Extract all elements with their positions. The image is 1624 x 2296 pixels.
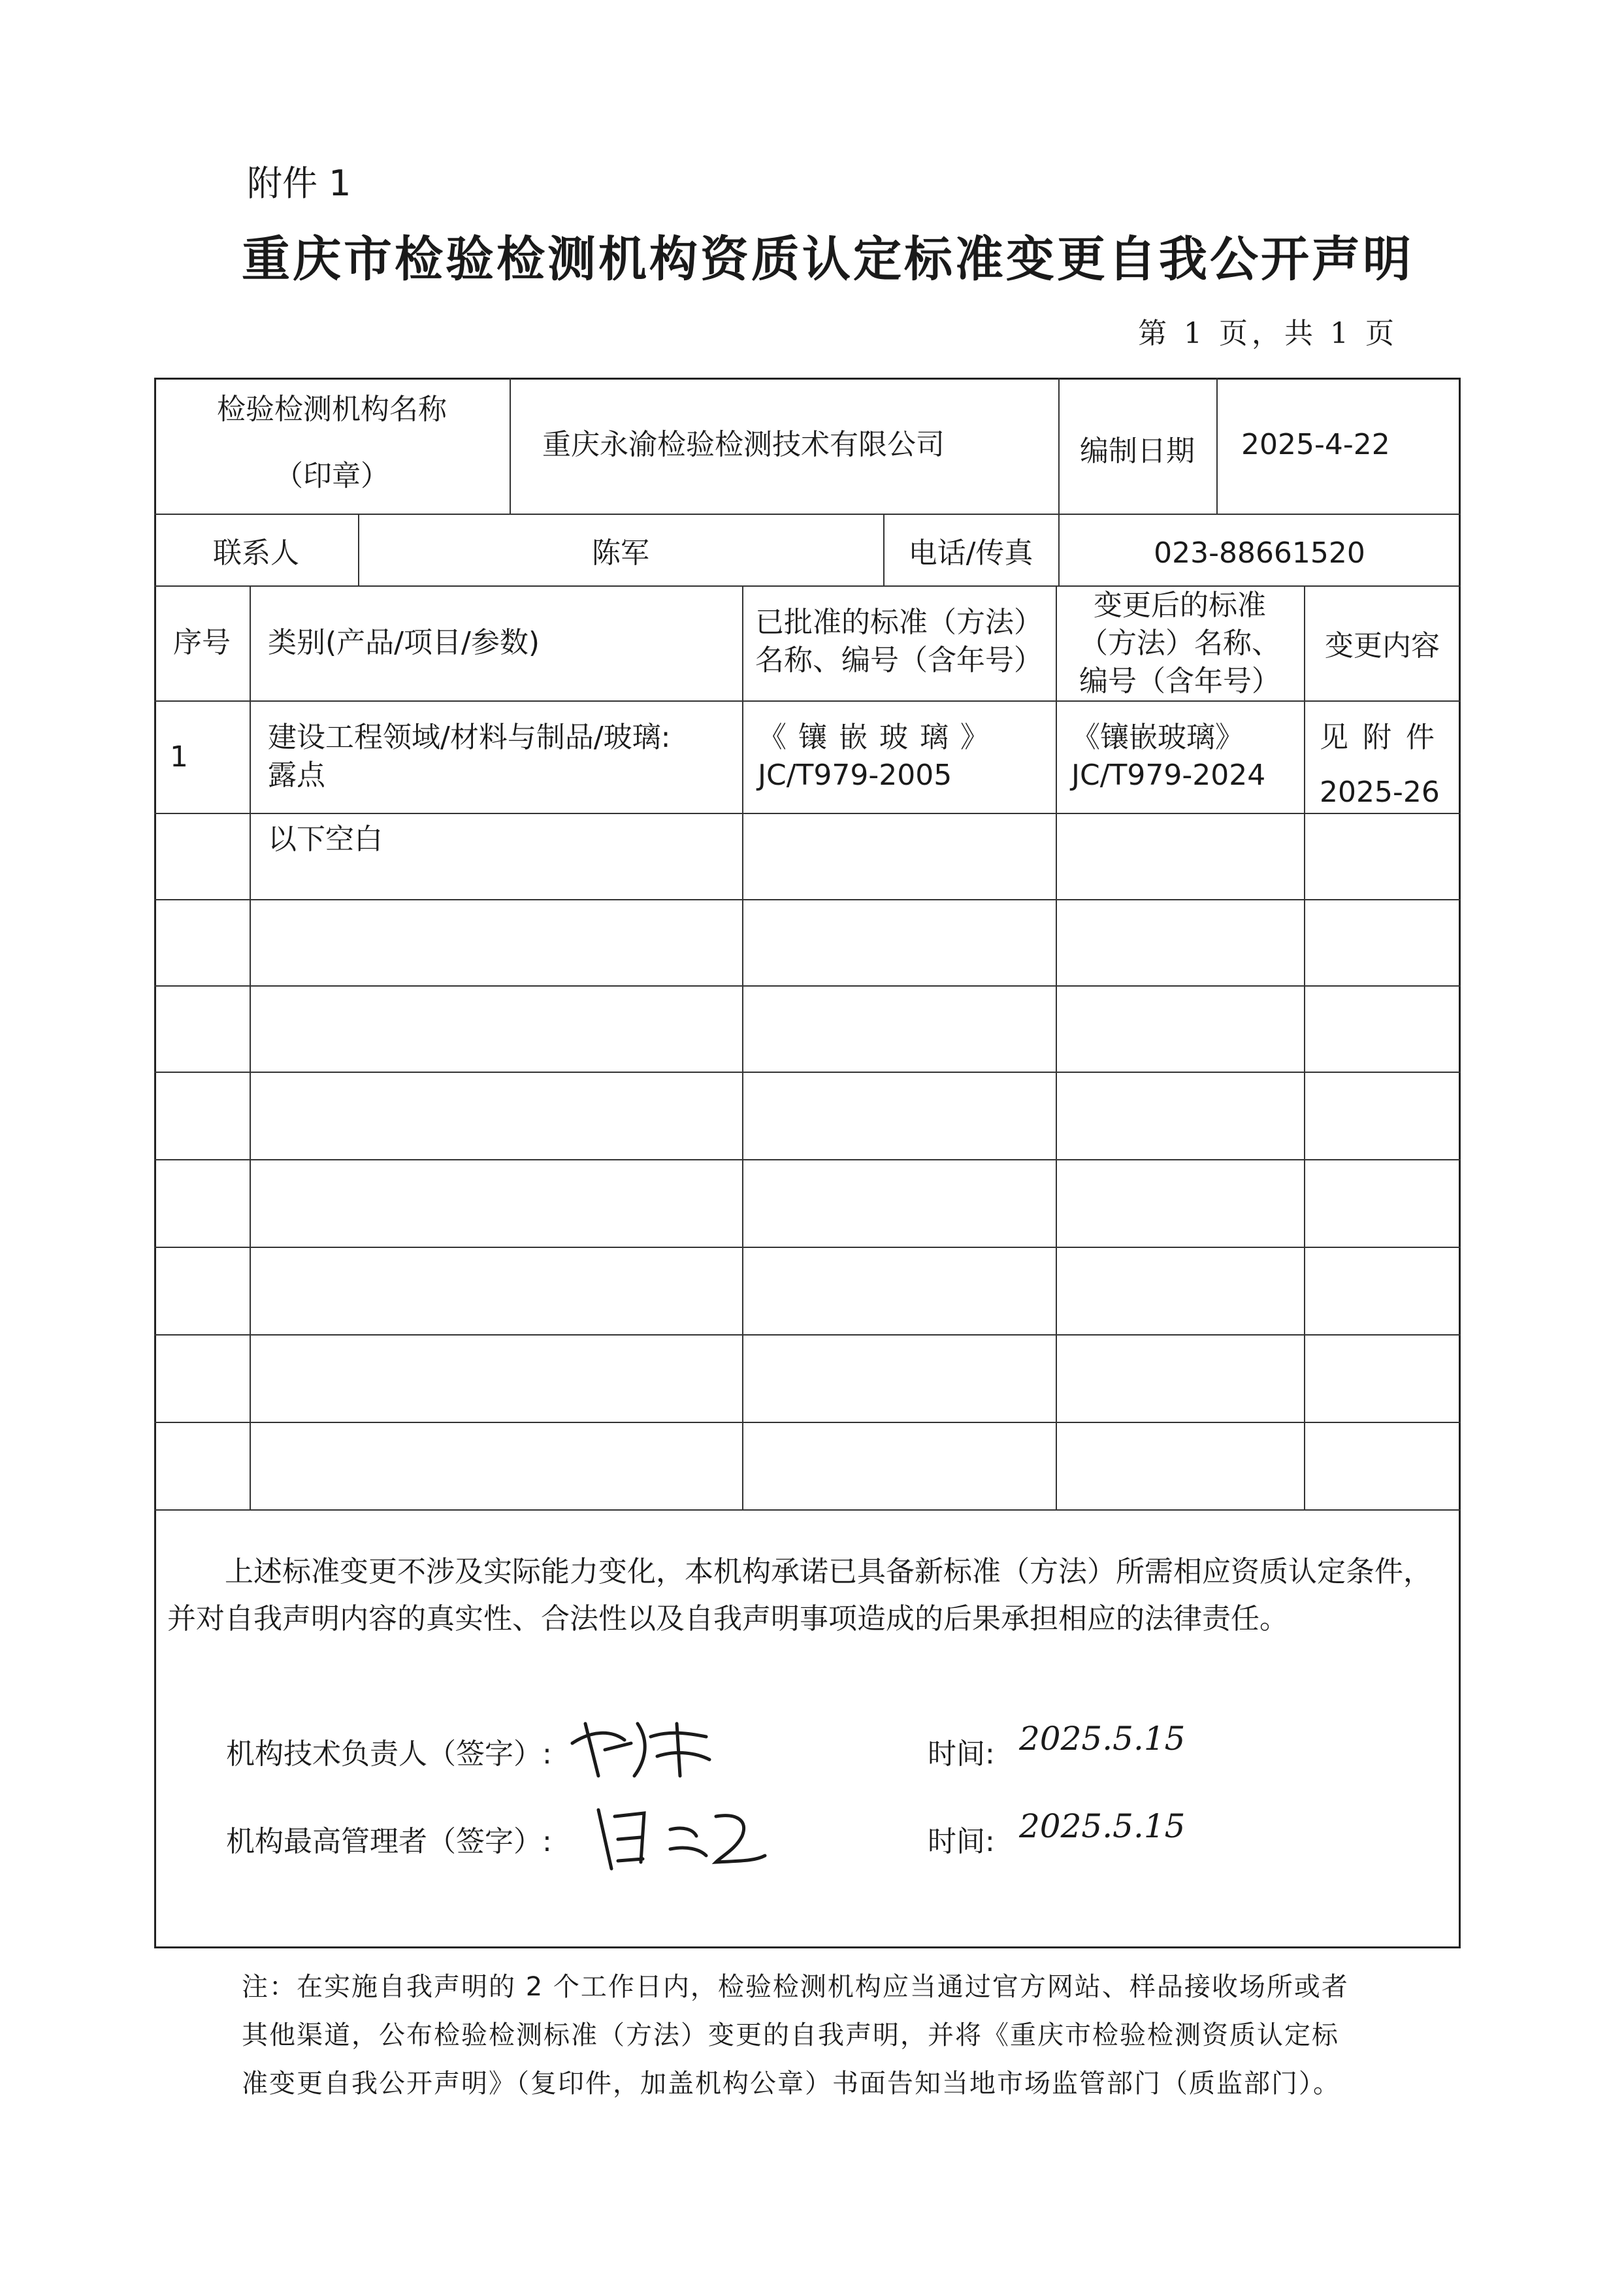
row-approved-2: JC/T979-2005 [758, 759, 952, 792]
footnote-line: 注：在实施自我声明的 2 个工作日内，检验检测机构应当通过官方网站、样品接收场所或者 [242, 1972, 1349, 2002]
grid-line [154, 1159, 1461, 1160]
footnote [242, 1963, 1391, 2108]
declaration-line: 上述标准变更不涉及实际能力变化，本机构承诺已具备新标准（方法）所需相应资质认定条件， [225, 1555, 1432, 1588]
phone-value: 023-88661520 [1154, 536, 1365, 570]
seal-label: （印章） [274, 459, 389, 493]
row-category-2: 露点 [268, 759, 325, 792]
grid-line [510, 378, 511, 514]
manager-time-value: 2025.5.15 [1019, 1807, 1186, 1845]
org-name-label: 检验检测机构名称 [217, 393, 447, 426]
header-content: 变更内容 [1325, 629, 1440, 663]
date-value: 2025-4-22 [1241, 428, 1390, 461]
contact-value: 陈军 [592, 536, 649, 570]
header-changed: 变更后的标准 [1094, 589, 1266, 622]
footnote-line: 其他渠道，公布检验检测标准（方法）变更的自我声明，并将《重庆市检验检测资质认定标 [242, 2020, 1339, 2050]
grid-line [154, 1334, 1461, 1336]
blank-note: 以下空白 [268, 823, 383, 856]
row-content-2: 2025-26 [1320, 776, 1440, 809]
grid-line [154, 985, 1461, 987]
grid-line [250, 585, 251, 1509]
date-label: 编制日期 [1080, 435, 1195, 468]
page-title: 重庆市检验检测机构资质认定标准变更自我公开声明 [242, 231, 1414, 287]
declaration-line: 并对自我声明内容的真实性、合法性以及自我声明事项造成的后果承担相应的法律责任。 [167, 1602, 1288, 1635]
grid-line [154, 700, 1461, 702]
grid-line [1056, 585, 1057, 1509]
page-number: 第 1 页，共 1 页 [1138, 317, 1398, 350]
grid-line [154, 514, 1461, 515]
row-content: 见 附 件 [1320, 721, 1437, 754]
header-seq: 序号 [173, 626, 231, 659]
grid-line [154, 813, 1461, 814]
grid-line [154, 899, 1461, 900]
grid-line [154, 1072, 1461, 1073]
grid-line [154, 1509, 1461, 1511]
header-category: 类别(产品/项目/参数) [268, 626, 540, 659]
header-changed-3: 编号（含年号） [1079, 664, 1280, 698]
header-approved-2: 名称、编号（含年号） [755, 644, 1043, 677]
row-category: 建设工程领域/材料与制品/玻璃: [268, 721, 671, 754]
row-changed: 《镶嵌玻璃》 [1071, 721, 1244, 754]
tech-sign-label: 机构技术负责人（签字）: [226, 1737, 552, 1771]
grid-line [742, 585, 743, 1509]
manager-time-label: 时间: [928, 1825, 995, 1858]
manager-signature [585, 1784, 768, 1875]
grid-line [154, 1422, 1461, 1423]
header-changed-2: （方法）名称、 [1079, 627, 1280, 660]
declaration [167, 1549, 1448, 1643]
tech-time-label: 时间: [928, 1737, 995, 1771]
tech-signature [566, 1704, 716, 1789]
phone-label: 电话/传真 [908, 536, 1033, 570]
header-approved: 已批准的标准（方法） [755, 606, 1043, 639]
grid-line [154, 1247, 1461, 1248]
manager-sign-label: 机构最高管理者（签字）: [226, 1825, 552, 1858]
grid-line [1216, 378, 1218, 514]
attachment-label: 附件 1 [247, 163, 351, 204]
org-name-value: 重庆永渝检验检测技术有限公司 [542, 428, 945, 461]
contact-label: 联系人 [213, 536, 299, 570]
row-changed-2: JC/T979-2024 [1071, 759, 1266, 792]
tech-time-value: 2025.5.15 [1019, 1720, 1186, 1758]
grid-line [1304, 585, 1305, 1509]
row-seq: 1 [170, 740, 188, 774]
row-approved: 《 镶 嵌 玻 璃 》 [758, 721, 990, 754]
footnote-line: 准变更自我公开声明》（复印件，加盖机构公章）书面告知当地市场监管部门（质监部门）。 [242, 2069, 1340, 2099]
